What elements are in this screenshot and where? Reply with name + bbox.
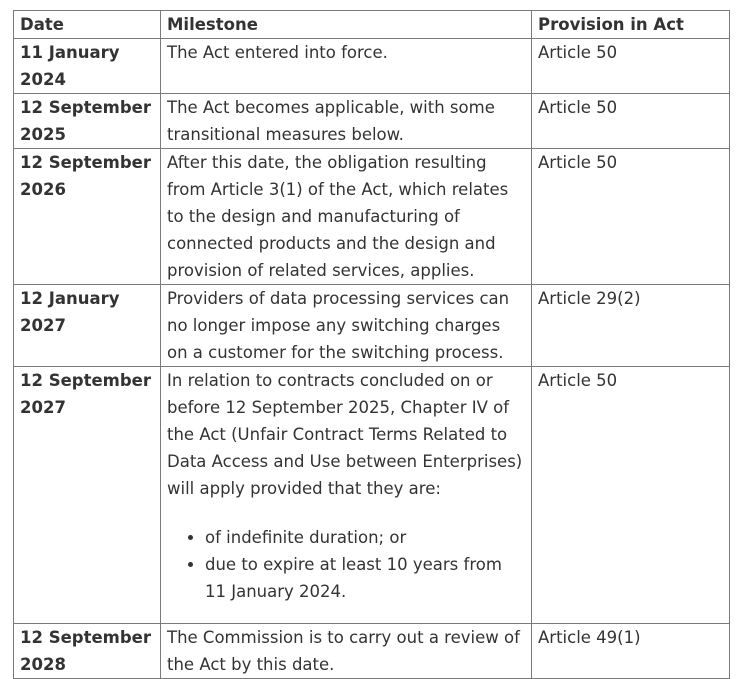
date-line-1: 12 September [20, 153, 152, 172]
header-row [14, 11, 730, 39]
list-item: • of indefinite duration; or [205, 524, 525, 551]
date-line-1: 12 September [20, 628, 152, 647]
milestone-cell: The Commission is to carry out a review of the Act by this date. [161, 624, 532, 679]
header-provision: Provision in Act [532, 11, 730, 39]
milestone-cell: Providers of data processing services can no longer impose any switching charges on a customer for the switching process. [161, 285, 532, 367]
date-line-2: 2024 [20, 70, 66, 89]
table-row [14, 285, 730, 367]
header-milestone: Milestone [161, 11, 532, 39]
milestones-table [13, 10, 730, 679]
date-cell [14, 367, 161, 624]
date-cell [14, 39, 161, 94]
provision-cell: Article 50 [532, 39, 730, 94]
table-row [14, 94, 730, 149]
date-line-2: 2027 [20, 316, 66, 335]
provision-cell: Article 50 [532, 94, 730, 149]
provision-cell: Article 50 [532, 367, 730, 624]
table-row [14, 367, 730, 624]
table-header [14, 11, 730, 39]
table-row [14, 149, 730, 285]
provision-cell: Article 49(1) [532, 624, 730, 679]
milestone-bullet-list [167, 524, 525, 605]
milestone-cell [161, 367, 532, 624]
date-line-2: 2027 [20, 398, 66, 417]
date-line-1: 11 January [20, 43, 120, 62]
date-line-1: 12 September [20, 371, 152, 390]
date-cell [14, 94, 161, 149]
table-row [14, 624, 730, 679]
date-cell [14, 149, 161, 285]
table-row [14, 39, 730, 94]
date-line-2: 2028 [20, 655, 66, 674]
header-date: Date [14, 11, 161, 39]
provision-cell: Article 50 [532, 149, 730, 285]
milestone-text: In relation to contracts concluded on or before 12 September 2025, Chapter IV of the Act (Unfair Contract Terms Related to Data Access and Use between Enterprises) will apply provided that they are: [167, 371, 523, 498]
date-line-1: 12 January [20, 289, 120, 308]
provision-cell: Article 29(2) [532, 285, 730, 367]
milestone-cell: After this date, the obligation resulting from Article 3(1) of the Act, which relates to the design and manufacturing of connected products and the design and provision of related services, applies. [161, 149, 532, 285]
milestone-cell: The Act entered into force. [161, 39, 532, 94]
date-cell [14, 624, 161, 679]
milestone-cell: The Act becomes applicable, with some transitional measures below. [161, 94, 532, 149]
date-line-2: 2025 [20, 125, 66, 144]
date-line-1: 12 September [20, 98, 152, 117]
table-body [14, 39, 730, 679]
date-cell [14, 285, 161, 367]
list-item: • due to expire at least 10 years from 11 January 2024. [205, 551, 525, 605]
date-line-2: 2026 [20, 180, 66, 199]
